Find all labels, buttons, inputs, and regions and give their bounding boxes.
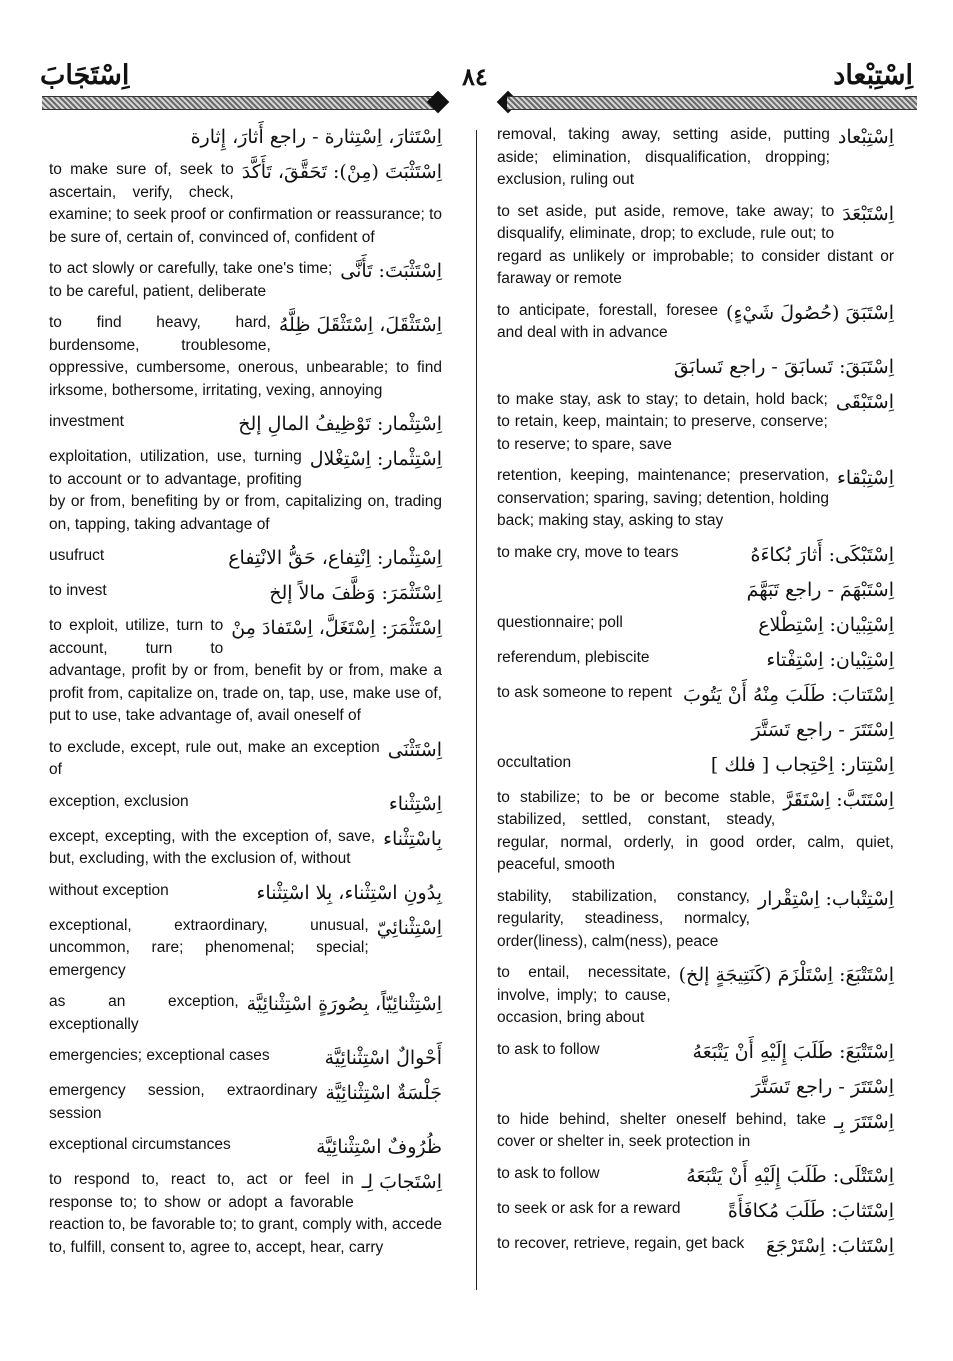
english-definition: without exception <box>49 881 169 899</box>
dictionary-entry <box>49 258 442 303</box>
arabic-headword: اِسْتَتَرَ - راجع تَسَتَّرَ <box>751 718 894 741</box>
arabic-headword: اِسْتَبَقَ: تَسابَقَ - راجع تَسابَقَ <box>673 355 894 378</box>
header-left-word: اِسْتَجَابَ <box>40 60 130 91</box>
english-definition: to act slowly or carefully, take one's time; to be careful, patient, deliberate <box>49 260 333 300</box>
arabic-headword: اِسْتَثْبَتَ (مِنْ): تَحَقَّقَ، تَأَكَّدَ <box>241 161 442 183</box>
arabic-headword: اِسْتَتَرَ بِـ <box>833 1110 894 1133</box>
dictionary-entry <box>497 1198 894 1224</box>
dictionary-entry <box>49 580 442 606</box>
english-definition: stability, stabilization, constancy, regularity, steadiness, normalcy, order(liness), calm(ness), peace <box>497 887 750 950</box>
dictionary-entry <box>49 1169 442 1259</box>
english-definition: investment <box>49 413 124 430</box>
english-definition: to exclude, except, rule out, make an exception of <box>49 738 380 778</box>
english-definition: to find heavy, hard, burdensome, troublesome, oppressive, cumbersome, onerous, unbearable; to find irksome, bothersome, irritating, vexing, annoying <box>49 314 442 399</box>
arabic-headword: اِسْتَتابَ: طَلَبَ مِنْهُ أَنْ يَتُوبَ <box>682 683 894 706</box>
dictionary-entry <box>49 991 442 1036</box>
english-definition: to anticipate, forestall, foresee and deal with in advance <box>497 301 719 341</box>
arabic-headword: اِسْتِتْباب: اِسْتِقْرار <box>758 887 894 910</box>
dictionary-entry <box>497 354 894 380</box>
english-definition: as an exception, exceptionally <box>49 993 239 1033</box>
dictionary-entry <box>49 737 442 782</box>
arabic-headword: اِسْتِثْنائِيّ <box>376 916 442 939</box>
dictionary-entry <box>49 545 442 571</box>
arabic-headword: اِسْتَبْعَدَ <box>842 202 894 225</box>
arabic-headword: اِسْتَجابَ لِـ <box>361 1171 442 1193</box>
arabic-headword: اِسْتِثْناء <box>388 792 442 815</box>
dictionary-entry <box>497 389 894 457</box>
arabic-headword: اِسْتِبْقاء <box>837 467 894 489</box>
dictionary-entry <box>49 826 442 871</box>
english-definition: exceptional circumstances <box>49 1136 231 1153</box>
arabic-headword: اِسْتَبْكَى: أَثارَ بُكاءَهُ <box>750 543 894 566</box>
english-definition: exception, exclusion <box>49 792 189 810</box>
dictionary-entry <box>497 647 894 673</box>
arabic-headword: اِسْتَثابَ: طَلَبَ مُكافَأَةً <box>727 1199 894 1222</box>
english-definition: to entail, necessitate, involve, imply; to cause, occasion, bring about <box>497 964 671 1026</box>
dictionary-entry <box>49 124 442 150</box>
english-definition: usufruct <box>49 547 105 564</box>
page-number: ٨٤ <box>462 62 488 91</box>
english-definition: exceptional, extraordinary, unusual, uncommon, rare; phenomenal; special; emergency <box>49 916 369 979</box>
header-rule-left <box>42 96 435 110</box>
dictionary-entry <box>497 612 894 638</box>
arabic-headword: اِسْتَتْبَعَ: طَلَبَ إِلَيْهِ أَنْ يَتْبَعَهُ <box>692 1040 894 1063</box>
arabic-headword: اِسْتَتْلَى: طَلَبَ إِلَيْهِ أَنْ يَتْبَعَهُ <box>686 1164 894 1187</box>
english-definition: to recover, retrieve, regain, get back <box>497 1234 745 1252</box>
column-divider <box>476 130 477 1290</box>
arabic-headword: ظُرُوفٌ اسْتِثْنائِيَّة <box>316 1136 442 1158</box>
arabic-headword: بِدُونِ اسْتِثْناء، بِلا اسْتِثْناء <box>256 881 442 904</box>
english-definition: emergency session, extraordinary session <box>49 1082 318 1122</box>
english-definition: questionnaire; poll <box>497 613 623 631</box>
arabic-headword: اِسْتِثْمار: اِسْتِغْلال <box>309 448 442 470</box>
dictionary-entry <box>49 1045 442 1071</box>
arabic-headword: اِسْتَتَرَ - راجع تَسَتَّرَ <box>751 1075 894 1098</box>
dictionary-entry <box>497 465 894 533</box>
english-definition: to hide behind, shelter oneself behind, take cover or shelter in, seek protection in <box>497 1110 826 1150</box>
arabic-headword: اِسْتَثارَ، اِسْتِثارة - راجع أَثارَ، إِثارة <box>190 126 442 148</box>
arabic-headword: اِسْتِبْيان: اِسْتِطْلاع <box>758 613 894 636</box>
left-column <box>49 124 442 1268</box>
english-definition: to ask to follow <box>497 1040 600 1058</box>
english-definition: to invest <box>49 582 107 599</box>
arabic-headword: اِسْتَثْقَلَ، اِسْتَثْقَلَ ظِلَّهُ <box>278 314 442 336</box>
english-definition: to make sure of, seek to ascertain, verify, check, examine; to seek proof or confirmation or reassurance; to be sure of, certain of, convinced of, confident of <box>49 161 442 246</box>
dictionary-entry <box>49 159 442 249</box>
arabic-headword: اِسْتَثْمَرَ: وَظَّفَ مالاً إلخ <box>269 582 442 604</box>
english-definition: exploitation, utilization, use, turning to account or to advantage, profiting by or from, benefiting by or from, capitalizing on, trading on, tapping, taking advantage of <box>49 448 442 533</box>
english-definition: to exploit, utilize, turn to account, turn to advantage, profit by or from, benefit by or from, make a profit from, capitalize on, trade on, tap, use, make use of, put to use, take advantage of, avail oneself of <box>49 617 442 724</box>
dictionary-entry <box>497 1109 894 1154</box>
arabic-headword: اِسْتَبَقَ (حُصُولَ شَيْءٍ) <box>726 301 894 324</box>
english-definition: to ask to follow <box>497 1164 600 1182</box>
arabic-headword: اِسْتَتَبَّ: اِسْتَقَرَّ <box>783 788 894 811</box>
dictionary-entry <box>49 1080 442 1125</box>
dictionary-entry <box>49 312 442 402</box>
english-definition: to make stay, ask to stay; to detain, hold back; to retain, keep, maintain; to preserve, conserve; to reserve; to spare, save <box>497 390 828 453</box>
dictionary-entry <box>49 880 442 906</box>
english-definition: emergencies; exceptional cases <box>49 1047 270 1064</box>
dictionary-entry <box>497 1074 894 1100</box>
dictionary-entry <box>497 752 894 778</box>
dictionary-entry <box>497 124 894 192</box>
arabic-headword: اِسْتَبْقَى <box>835 390 894 413</box>
dictionary-entry <box>497 1163 894 1189</box>
arabic-headword: أَحْوالٌ اسْتِثْنائِيَّة <box>324 1047 442 1069</box>
english-definition: to respond to, react to, act or feel in response to; to show or adopt a favorable reaction to, be favorable to; to grant, comply with, accede to, fulfill, consent to, agree to, accept, hear, carry <box>49 1171 442 1256</box>
dictionary-entry <box>49 915 442 983</box>
dictionary-entry <box>497 1039 894 1065</box>
arabic-headword: اِسْتَبْهَمَ - راجع تَبَهَّمَ <box>746 578 894 601</box>
english-definition: except, excepting, with the exception of, save, but, excluding, with the exclusion of, without <box>49 827 376 867</box>
right-column <box>497 124 894 1268</box>
arabic-headword: اِسْتِثْمار: تَوْظِيفُ المالِ إلخ <box>238 413 442 435</box>
dictionary-entry <box>49 446 442 536</box>
dictionary-entry <box>497 542 894 568</box>
arabic-headword: بِاسْتِثْناء <box>383 827 442 850</box>
header-rule-right <box>507 96 917 110</box>
english-definition: to set aside, put aside, remove, take away; to disqualify, eliminate, drop; to exclude, rule out; to regard as unlikely or improbable; to consider distant or faraway or remote <box>497 202 894 287</box>
english-definition: referendum, plebiscite <box>497 648 650 666</box>
english-definition: to ask someone to repent <box>497 683 672 701</box>
english-definition: to stabilize; to be or become stable, stabilized, settled, constant, steady, regular, normal, orderly, in good order, calm, quiet, peaceful, smooth <box>497 788 894 873</box>
arabic-headword: اِسْتِتار: اِحْتِجاب [ فلك ] <box>710 753 894 776</box>
dictionary-entry <box>497 201 894 291</box>
dictionary-entry <box>49 1134 442 1160</box>
dictionary-entry <box>497 300 894 345</box>
arabic-headword: اِسْتِثْمار: اِنْتِفاع، حَقُّ الانْتِفاع <box>228 547 442 569</box>
arabic-headword: اِسْتَتْبَعَ: اِسْتَلْزَمَ (كَنَتِيجَةٍ إلخ) <box>678 964 894 986</box>
english-definition: retention, keeping, maintenance; preservation, conservation; sparing, saving; detention, holding back; making stay, asking to stay <box>497 467 829 529</box>
dictionary-entry <box>497 886 894 954</box>
dictionary-entry <box>497 577 894 603</box>
arabic-headword: اِسْتِبْعاد <box>837 126 894 148</box>
dictionary-entry <box>497 682 894 708</box>
english-definition: to make cry, move to tears <box>497 543 679 561</box>
arabic-headword: اِسْتَثْمَرَ: اِسْتَغَلَّ، اِسْتَفادَ مِنْ <box>231 617 442 639</box>
dictionary-entry <box>497 717 894 743</box>
english-definition: removal, taking away, setting aside, putting aside; elimination, disqualification, dropping; exclusion, ruling out <box>497 126 830 188</box>
english-definition: to seek or ask for a reward <box>497 1199 681 1217</box>
arabic-headword: اِسْتَثابَ: اِسْتَرْجَعَ <box>765 1234 894 1257</box>
dictionary-entry <box>497 1233 894 1259</box>
arabic-headword: اِسْتِبْيان: اِسْتِفْتاء <box>766 648 894 671</box>
dictionary-entry <box>49 615 442 728</box>
dictionary-entry <box>497 787 894 877</box>
dictionary-entry <box>49 411 442 437</box>
arabic-headword: اِسْتِثْنائِيّاً، بِصُورَةٍ اسْتِثْنائِيَّة <box>246 993 442 1015</box>
header-right-word: اِسْتِبْعاد <box>833 60 913 91</box>
arabic-headword: جَلْسَةٌ اسْتِثْنائِيَّة <box>325 1082 442 1104</box>
english-definition: occultation <box>497 753 572 771</box>
arabic-headword: اِسْتَثْبَتَ: تَأَنَّى <box>340 260 442 282</box>
dictionary-entry <box>497 962 894 1030</box>
arabic-headword: اِسْتَثْنَى <box>387 738 442 761</box>
dictionary-entry <box>49 791 442 817</box>
